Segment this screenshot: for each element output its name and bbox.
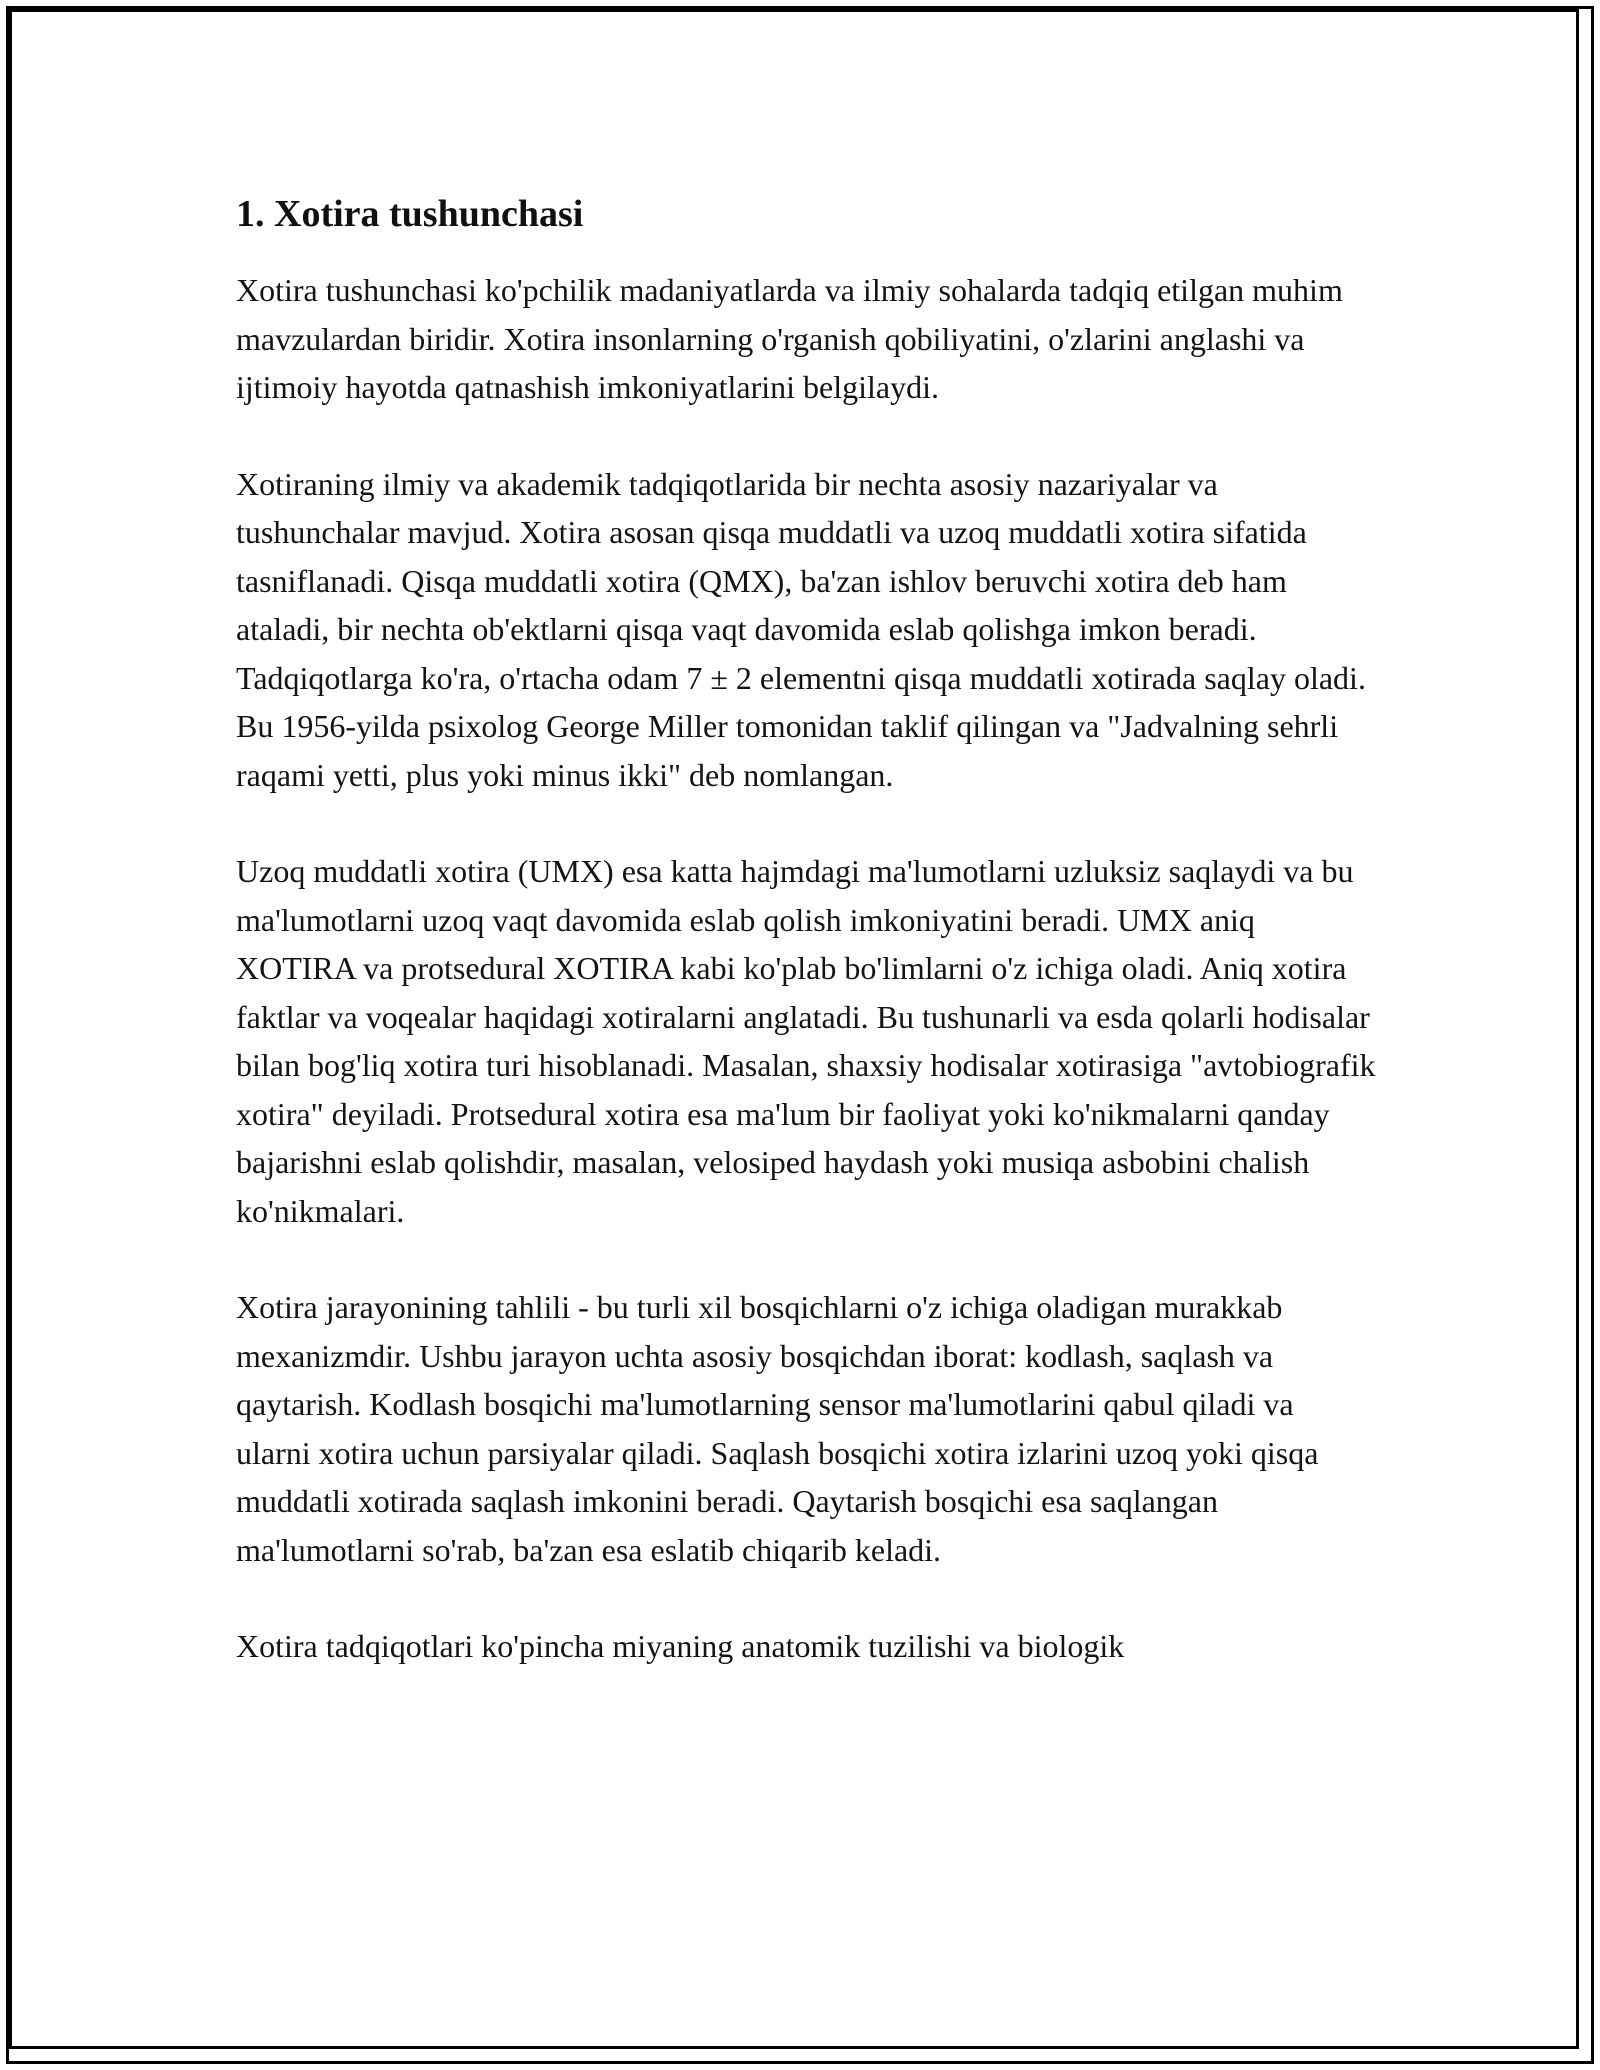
paragraph-long-term-memory: Uzoq muddatli xotira (UMX) esa katta hajmdagi ma'lumotlarni uzluksiz saqlaydi va bu ma'lumotlarni uzoq vaqt davomida eslab qolish imkoniyatini beradi. UMX aniq XOTIRA va protsedural XOTIRA kabi ko'plab bo'limlarni o'z ichiga oladi. Aniq xotira faktlar va voqealar haqidagi xotiralarni anglatadi. Bu tushunarli va esda qolarli hodisalar bilan bog'liq xotira turi hisoblanadi. Masalan, shaxsiy hodisalar xotirasiga "avtobiografik xotira" deyiladi. Protsedural xotira esa ma'lum bir faoliyat yoki ko'nikmalarni qanday bajarishni eslab qolishdir, masalan, velosiped haydash yoki musiqa asbobini chalish ko'nikmalari. bbox=[236, 853, 1376, 1229]
paragraph-intro: Xotira tushunchasi ko'pchilik madaniyatlarda va ilmiy sohalarda tadqiq etilgan muhim mavzulardan biridir. Xotira insonlarning o'rganish qobiliyatini, o'zlarini anglashi va ijtimoiy hayotda qatnashish imkoniyatlarini belgilaydi. bbox=[236, 272, 1343, 405]
paragraph-short-term-memory: Xotiraning ilmiy va akademik tadqiqotlarida bir nechta asosiy nazariyalar va tushunchalar mavjud. Xotira asosan qisqa muddatli va uzoq muddatli xotira sifatida tasniflanadi. Qisqa muddatli xotira (QMX), ba'zan ishlov beruvchi xotira deb ham ataladi, bir nechta ob'ektlarni qisqa vaqt davomida eslab qolishga imkon beradi. Tadqiqotlarga ko'ra, o'rtacha odam 7 ± 2 elementni qisqa muddatli xotirada saqlay oladi. Bu 1956-yilda psixolog George Miller tomonidan taklif qilingan va "Jadvalning sehrli raqami yetti, plus yoki minus ikki" deb nomlangan. bbox=[236, 465, 1366, 793]
section-heading: 1. Xotira tushunchasi bbox=[236, 193, 584, 235]
paragraph-memory-research: Xotira tadqiqotlari ko'pincha miyaning anatomik tuzilishi va biologik bbox=[236, 1628, 1125, 1664]
document-body bbox=[236, 184, 1376, 1719]
paragraph-memory-process: Xotira jarayonining tahlili - bu turli xil bosqichlarni o'z ichiga oladigan murakkab mexanizmdir. Ushbu jarayon uchta asosiy bosqichdan iborat: kodlash, saqlash va qaytarish. Kodlash bosqichi ma'lumotlarning sensor ma'lumotlarini qabul qiladi va ularni xotira uchun parsiyalar qiladi. Saqlash bosqichi xotira izlarini uzoq yoki qisqa muddatli xotirada saqlash imkonini beradi. Qaytarish bosqichi esa saqlangan ma'lumotlarni so'rab, ba'zan esa eslatib chiqarib keladi. bbox=[236, 1289, 1319, 1568]
